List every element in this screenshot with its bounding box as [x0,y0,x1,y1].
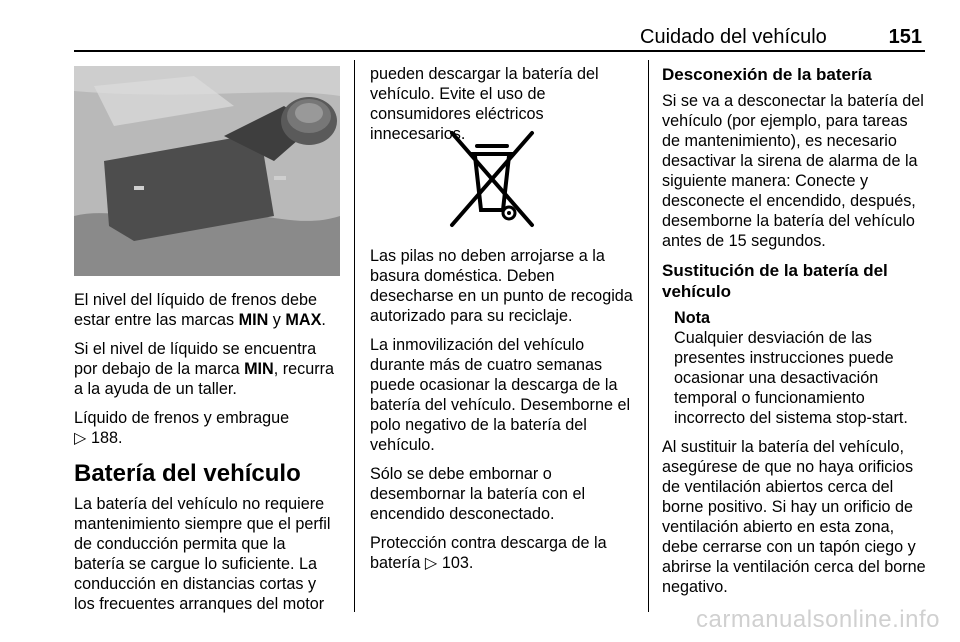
paragraph-immobilization: La inmovilización del vehículo durante más de cuatro semanas puede ocasionar la descarga de la batería del vehículo. Desemborne el polo negativo de la batería del vehículo. [370,336,631,454]
paragraph-battery-drain: pueden descargar la batería del vehículo. Evite el uso de consumidores eléctricos innecesarios. [370,65,599,143]
subheading-replace: Sustitución de la batería del vehículo [662,261,888,301]
header-rule [74,50,925,52]
paragraph-discharge-protection: Protección contra descarga de la batería ▷ 103. [370,534,607,572]
section-heading-battery: Batería del vehículo [74,460,301,487]
note-box [662,308,926,428]
paragraph-replace-battery: Al sustituir la batería del vehículo, asegúrese de que no haya orificios de ventilación abiertos cerca del borne positivo. Si hay un orificio de ventilación abierto en esta zona, debe cerrarse con un tapón ciego y abrirse la ventilación cerca del borne negativo. [662,438,926,596]
min-mark-label-2: MIN [244,360,274,378]
column-divider-1 [354,60,355,612]
column-right [662,64,926,606]
paragraph-battery-maintenance: La batería del vehículo no requiere mantenimiento siempre que el perfil de conducción permita que la batería se cargue lo suficiente. La conducción en distancias cortas y los frecuentes arranques del motor [74,495,331,613]
note-title: Nota [674,309,710,327]
page-number: 151 [888,26,922,48]
paragraph-brake-level: El nivel del líquido de frenos debe estar entre las marcas MIN y MAX. [74,291,326,329]
paragraph-brake-low: Si el nivel de líquido se encuentra por debajo de la marca MIN, recurra a la ayuda de un taller. [74,340,335,398]
page-reference-link-2[interactable]: ▷ 103. [424,554,474,572]
crossed-out-bin-icon [447,128,537,230]
paragraph-connect-ignition: Sólo se debe embornar o desembornar la batería con el encendido desconectado. [370,465,586,523]
column-left [74,290,340,623]
max-mark-label: MAX [285,311,322,329]
page-reference-link[interactable]: ▷ 188. [74,429,123,447]
brake-fluid-reservoir-photo [74,66,340,276]
note-text: Cualquier desviación de las presentes instrucciones puede ocasionar una desactivación temporal o funcionamiento incorrecto del sistema stop-start. [674,329,908,427]
reservoir-illustration [74,66,340,276]
paragraph-brake-fluid-ref: Líquido de frenos y embrague ▷ 188. [74,409,290,447]
subheading-disconnect: Desconexión de la batería [662,65,872,84]
watermark: carmanualsonline.info [696,606,940,633]
page-section-title: Cuidado del vehículo [640,26,827,48]
column-middle-lower [370,246,634,582]
paragraph-disconnect: Si se va a desconectar la batería del vehículo (por ejemplo, para tareas de mantenimiento), es necesario desactivar la sirena de alarma de la siguiente manera: Conecte y desconecte el encendido, después, desemborne la batería del vehículo antes de 15 segundos. [662,92,924,250]
paragraph-battery-disposal: Las pilas no deben arrojarse a la basura doméstica. Deben desecharse en un punto de recogida autorizado para su reciclaje. [370,247,633,325]
min-mark-label: MIN [238,311,269,329]
column-divider-2 [648,60,649,612]
